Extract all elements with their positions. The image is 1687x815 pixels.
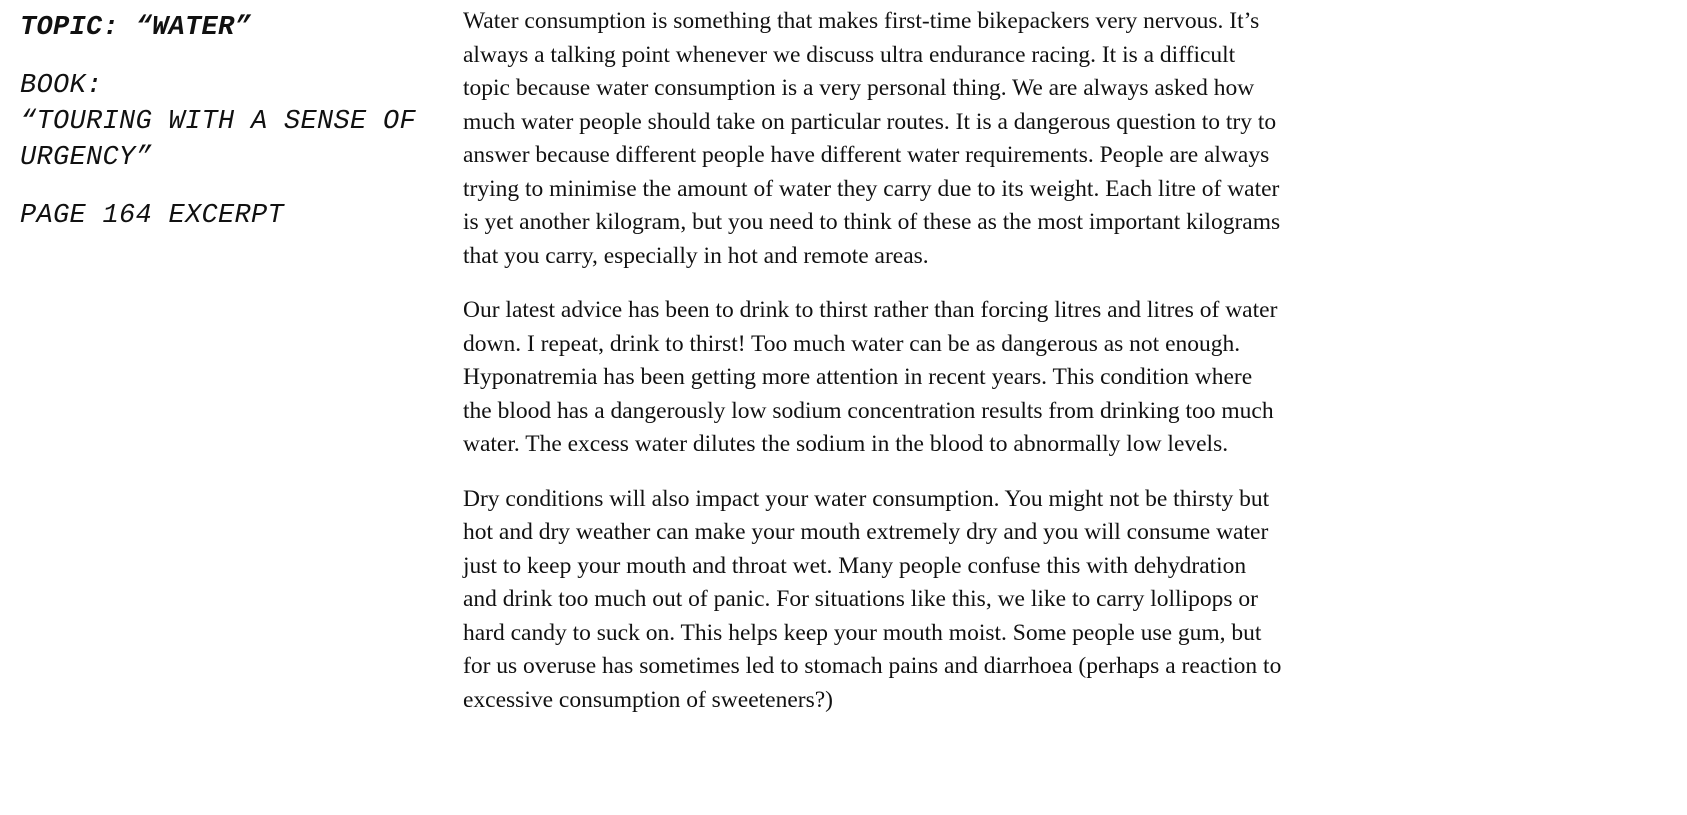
excerpt-paragraph: Dry conditions will also impact your water consumption. You might not be thirsty but hot and dry weather can make your mouth extremely dry and you will consume water just to keep your mouth and throat wet. Many people confuse this with dehydration and drink too much out of panic. For situations like this, we like to carry lollipops or hard candy to suck on. This helps keep your mouth moist. Some people use gum, but for us overuse has sometimes led to stomach pains and diarrhoea (perhaps a reaction to excessive consumption of sweeteners?) [463,485,1282,713]
excerpt-body [463,5,1283,738]
excerpt-paragraph: Water consumption is something that makes first-time bikepackers very nervous. It’s always a talking point whenever we discuss ultra endurance racing. It is a difficult topic because water consumption is a very personal thing. We are always asked how much water people should take on particular routes. It is a dangerous question to try to answer because different people have different water requirements. People are always trying to minimise the amount of water they carry due to its weight. Each litre of water is yet another kilogram, but you need to think of these as the most important kilograms that you carry, especially in hot and remote areas. [463,8,1281,269]
excerpt-paragraph: Our latest advice has been to drink to thirst rather than forcing litres and litres of water down. I repeat, drink to thirst! Too much water can be as dangerous as not enough. Hyponatremia has been getting more attention in recent years. This condition where the blood has a dangerously low sodium concentration results from drinking too much water. The excess water dilutes the sodium in the blood to abnormally low levels. [463,297,1278,457]
excerpt-info-sidebar [20,10,440,234]
book-title: “TOURING WITH A SENSE OF URGENCY” [20,107,417,173]
book-label: BOOK: [20,71,103,101]
book-info [20,68,440,176]
topic-heading: TOPIC: “WATER” [20,13,252,43]
page-reference: PAGE 164 EXCERPT [20,201,285,231]
